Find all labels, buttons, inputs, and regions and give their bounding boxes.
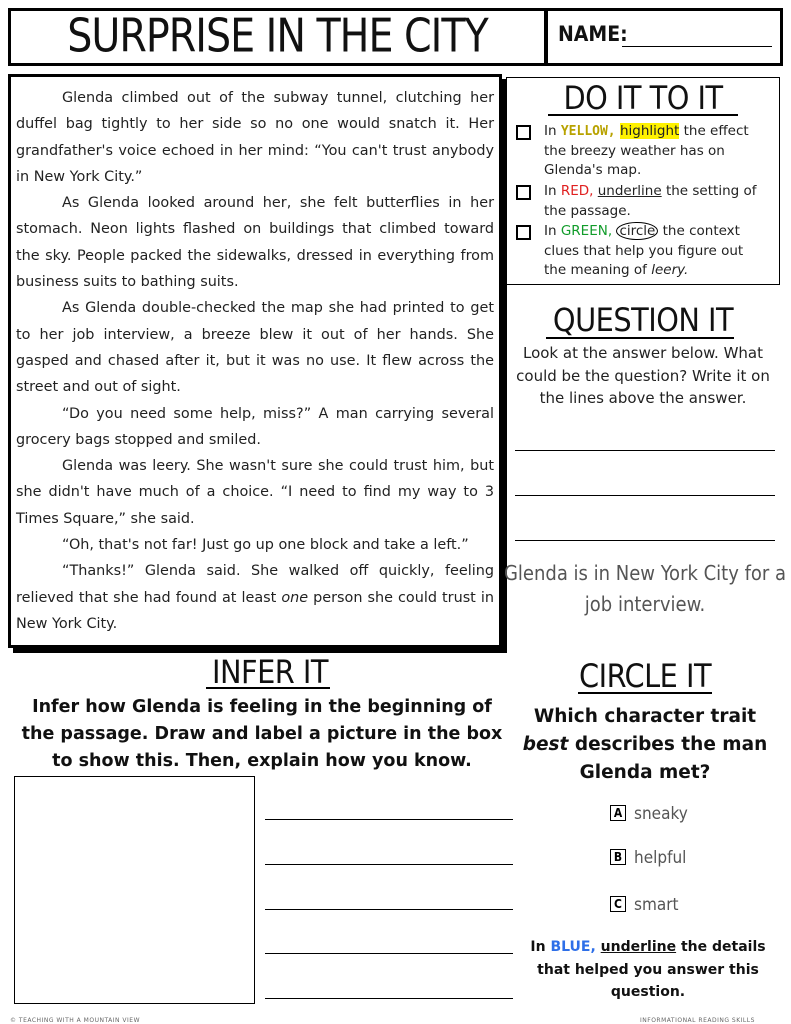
- instr-rest: the details that helped you answer this question.: [537, 939, 766, 1000]
- infer-it-instructions: Infer how Glenda is feeling in the beginning of the passage. Draw and label a picture in the box to show this. Then, explain how you know.: [21, 697, 503, 771]
- option-letter: B: [610, 849, 626, 865]
- circle-it-question: [520, 703, 770, 787]
- option-text: sneaky: [634, 804, 688, 824]
- infer-it-heading: INFER IT: [212, 653, 328, 691]
- task-in: In: [544, 123, 557, 139]
- explain-write-line[interactable]: [265, 864, 513, 865]
- option-letter: C: [610, 896, 626, 912]
- passage-emphasis: one: [281, 589, 309, 606]
- task-highlight: [516, 122, 766, 181]
- do-it-heading: DO IT TO IT: [563, 79, 723, 117]
- passage-paragraph: “Do you need some help, miss?” A man carrying several grocery bags stopped and smiled.: [16, 405, 494, 448]
- task-color-word: RED,: [560, 183, 594, 199]
- passage-text-part: person she could trust in New York City.: [16, 589, 494, 632]
- blue-underline-instructions: [530, 936, 766, 1004]
- task-rest: the context clues that help you figure out the meaning of: [544, 223, 744, 278]
- option-a[interactable]: [610, 804, 688, 824]
- task-color-word: YELLOW,: [560, 124, 616, 139]
- task-in: In: [544, 183, 557, 199]
- heading-underline: [548, 114, 738, 116]
- drawing-box[interactable]: [14, 776, 255, 1004]
- checkbox[interactable]: [516, 185, 531, 200]
- checkbox[interactable]: [516, 225, 531, 240]
- task-action-word: circle: [616, 222, 658, 240]
- name-label: NAME:: [558, 22, 628, 46]
- given-answer: Glenda is in New York City for a job interview.: [503, 561, 787, 616]
- task-in: In: [544, 223, 557, 239]
- instr-action-word: underline: [600, 939, 677, 955]
- passage-paragraph: Glenda climbed out of the subway tunnel, clutching her duffel bag tightly to her side so no one would snatch it. Her grandfather's voice echoed in her mind: “You can't trust anybody in New York City.”: [16, 90, 494, 185]
- circle-it-heading: CIRCLE IT: [578, 657, 712, 695]
- option-text: helpful: [634, 848, 687, 868]
- explain-write-line[interactable]: [265, 953, 513, 954]
- footer-copyright: © TEACHING WITH A MOUNTAIN VIEW: [10, 1017, 141, 1024]
- instr-in: In: [530, 939, 546, 955]
- question-part: Which character trait: [533, 706, 757, 727]
- explain-write-line[interactable]: [265, 819, 513, 820]
- passage-paragraph: As Glenda double-checked the map she had printed to get to her job interview, a breeze blew it out of her hands. She gasped and chased after it, but it was no use. It flew across the street and out of sight.: [16, 300, 494, 396]
- task-underline: [516, 182, 766, 221]
- heading-underline: [546, 337, 734, 339]
- checkbox[interactable]: [516, 125, 531, 140]
- answer-write-line[interactable]: [515, 495, 775, 496]
- question-it-heading: QUESTION IT: [552, 301, 734, 339]
- option-c[interactable]: [610, 895, 679, 915]
- instr-color-word: BLUE,: [550, 939, 596, 955]
- answer-write-line[interactable]: [515, 450, 775, 451]
- question-it-instructions: Look at the answer below. What could be the question? Write it on the lines above the answer.: [516, 344, 770, 407]
- passage-text: [16, 85, 494, 637]
- option-text: smart: [634, 895, 679, 915]
- passage-paragraph: Glenda was leery. She wasn't sure she could trust him, but she didn't have much of a choice. “I need to find my way to 3 Times Square,” she said.: [16, 458, 494, 527]
- option-b[interactable]: [610, 848, 686, 868]
- task-action-word: highlight: [619, 123, 680, 139]
- answer-write-line[interactable]: [515, 540, 775, 541]
- name-write-line[interactable]: [622, 46, 772, 47]
- passage-paragraph-last: [16, 558, 494, 637]
- explain-write-line[interactable]: [265, 998, 513, 999]
- question-emphasis: best: [522, 734, 569, 755]
- heading-underline: [206, 687, 330, 689]
- task-emphasis: leery.: [651, 262, 689, 278]
- task-rest: the setting of the passage.: [544, 183, 757, 219]
- explain-write-line[interactable]: [265, 909, 513, 910]
- passage-paragraph: “Oh, that's not far! Just go up one block and take a left.”: [62, 537, 469, 554]
- task-action-word: underline: [597, 183, 662, 199]
- question-part: describes the man Glenda met?: [568, 734, 768, 783]
- task-color-word: GREEN,: [560, 223, 613, 239]
- passage-text-part: “Thanks!” Glenda said. She walked off quickly, feeling relieved that she had found at least: [16, 563, 494, 606]
- task-circle: [516, 222, 766, 281]
- page-title: SURPRISE IN THE CITY: [67, 9, 488, 64]
- task-rest: the effect the breezy weather has on Glenda's map.: [544, 123, 749, 178]
- option-letter: A: [610, 805, 626, 821]
- passage-paragraph: As Glenda looked around her, she felt butterflies in her stomach. Neon lights flashed on buildings that climbed toward the sky. People packed the sidewalks, dressed in everything from business suits to bathing suits.: [16, 195, 494, 291]
- heading-underline: [578, 692, 712, 694]
- footer-series: INFORMATIONAL READING SKILLS: [640, 1017, 755, 1024]
